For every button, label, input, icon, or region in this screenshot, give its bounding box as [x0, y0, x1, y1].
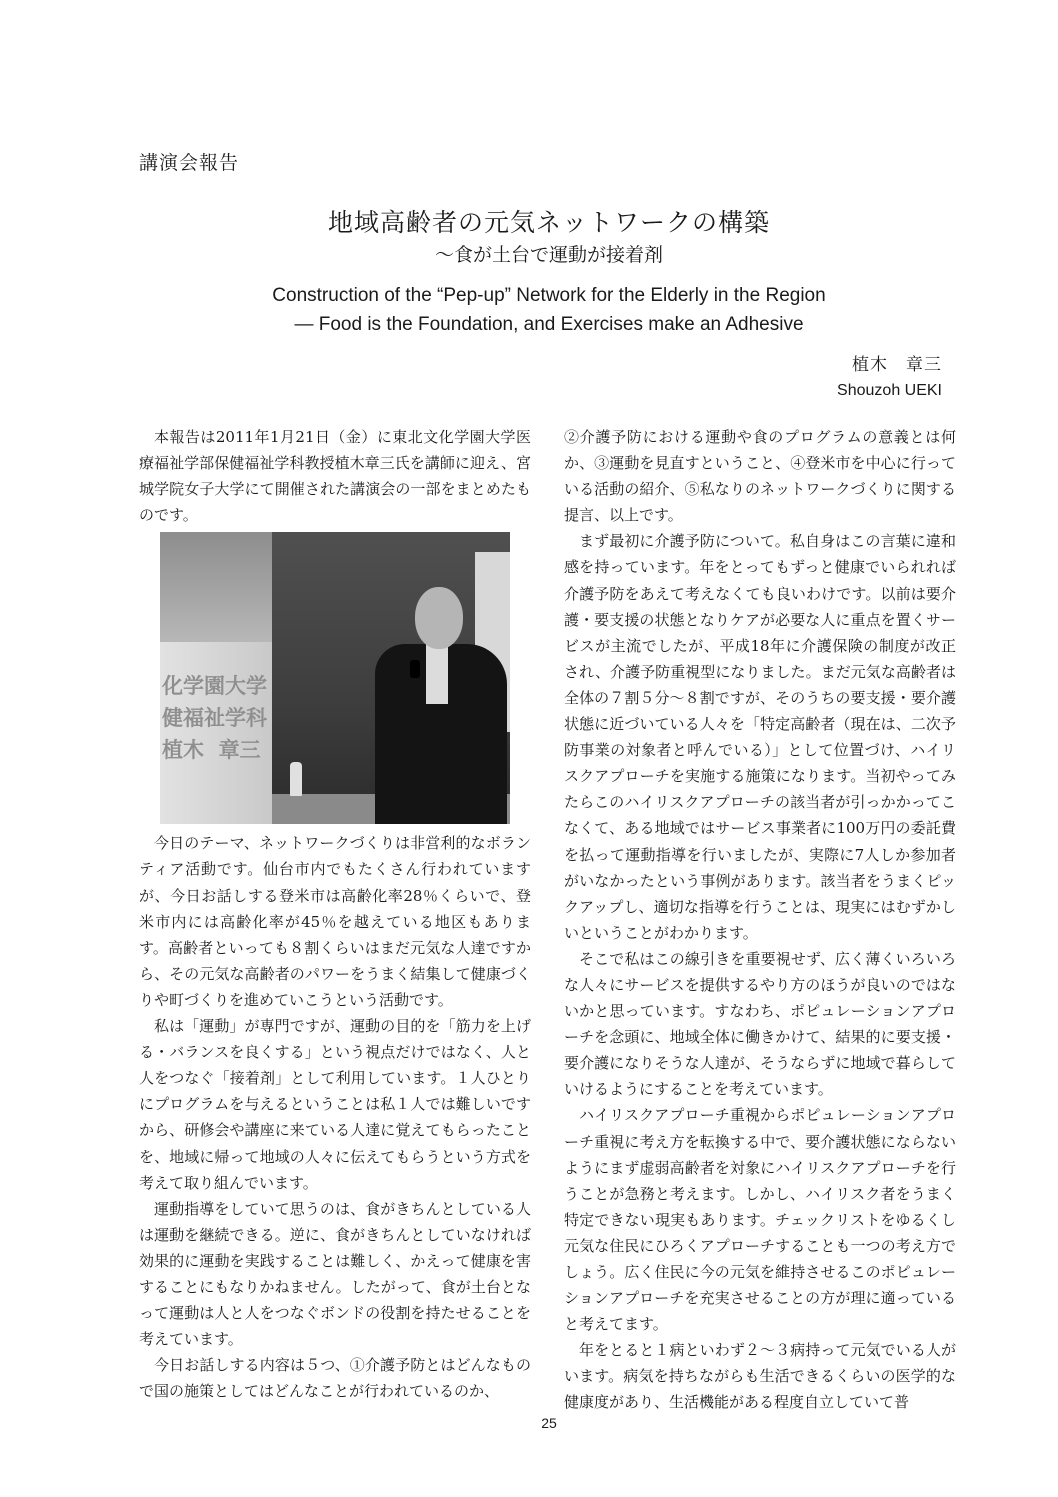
author-block	[837, 353, 942, 403]
author-name-japanese: 植木 章三	[852, 355, 942, 375]
body-paragraph: ハイリスクアプローチ重視からポピュレーションアプローチ重視に考え方を転換する中で、要介護状態にならないようにまず虚弱高齢者を対象にハイリスクアプローチを行うことが急務と考えます。しかし、ハイリスク者をうまく特定できない現実もあります。チェックリストをゆるくし元気な住民にひろくアプローチすることも一つの考え方でしょう。広く住民に今の元気を維持させるこのポピュレーションアプローチを充実させることの方が理に適っていると考えてます。	[564, 1106, 956, 1334]
subtitle-english: — Food is the Foundation, and Exercises make an Adhesive	[294, 314, 804, 335]
title-english: Construction of the “Pep-up” Network for the Elderly in the Region	[272, 285, 826, 306]
left-column	[139, 424, 531, 1404]
page-number: 25	[541, 1415, 557, 1431]
body-paragraph: 今日お話しする内容は５つ、①介護予防とはどんなもので国の施策としてはどんなことが行われているのか、	[139, 1356, 531, 1401]
intro-paragraph: 本報告は2011年1月21日（金）に東北文化学園大学医療福祉学部保健福祉学科教授植木章三氏を講師に迎え、宮城学院女子大学にて開催された講演会の一部をまとめたものです。	[139, 428, 531, 525]
title-japanese: 地域高齢者の元気ネットワークの構築	[327, 208, 770, 237]
body-paragraph: まず最初に介護予防について。私自身はこの言葉に違和感を持っています。年をとってもずっと健康でいられれば介護予防をあえて考えなくても良いわけです。以前は要介護・要支援の状態となりケアが必要な人に重点を置くサービスが主流でしたが、平成18年に介護保険の制度が改正され、介護予防重視型になりました。まだ元気な高齢者は全体の７割５分～８割ですが、そのうちの要支援・要介護状態に近づいている人々を「特定高齢者（現在は、二次予防事業の対象者と呼んでいる）」として位置づけ、ハイリスクアプローチを実施する施策になります。当初やってみたらこのハイリスクアプローチの該当者が引っかかってこなくて、ある地域ではサービス事業者に100万円の委託費を払って運動指導を行いましたが、実際に7人しか参加者がいなかったという事例があります。該当者をうまくピックアップし、適切な指導を行うことは、現実にはむずかしいということがわかります。	[564, 532, 956, 942]
slide-line: 植木 章三	[162, 738, 261, 763]
body-paragraph: ②介護予防における運動や食のプログラムの意義とは何か、③運動を見直すということ、④登米市を中心に行っている活動の紹介、⑤私なりのネットワークづくりに関する提言、以上です。	[564, 428, 956, 525]
slide-line: 健福祉学科	[162, 706, 267, 731]
slide-text	[162, 670, 267, 766]
title-block	[0, 205, 1058, 339]
author-name-english: Shouzoh UEKI	[837, 382, 942, 399]
projection-screen-top	[160, 532, 272, 642]
body-paragraph: 運動指導をしていて思うのは、食がきちんとしている人は運動を継続できる。逆に、食がきちんとしていなければ効果的に運動を実践することは難しく、かえって健康を害することにもなりかねません。したがって、食が土台となって運動は人と人をつなぐボンドの役割を持たせることを考えています。	[139, 1199, 531, 1349]
body-paragraph: 今日のテーマ、ネットワークづくりは非営利的なボランティア活動です。仙台市内でもたくさん行われていますが、今日お話しする登米市は高齢化率28％くらいで、登米市内には高齢化率が45％を越えている地区もあります。高齢者といっても８割くらいはまだ元気な人達ですから、その元気な高齢者のパワーをうまく結集して健康づくりや町づくりを進めていこうという活動です。	[139, 834, 531, 1009]
body-paragraph: 私は「運動」が専門ですが、運動の目的を「筋力を上げる・バランスを良くする」という視点だけではなく、人と人をつなぐ「接着剤」として利用しています。１人ひとりにプログラムを与えるということは私１人では難しいですから、研修会や講座に来ている人達に覚えてもらったことを、地域に帰って地域の人々に伝えてもらうという方式を考えて取り組んでいます。	[139, 1017, 531, 1192]
lecture-photo	[160, 532, 510, 824]
speaker-shirt	[426, 644, 448, 704]
body-paragraph: 年をとると１病といわず２～３病持って元気でいる人がいます。病気を持ちながらも生活できるくらいの医学的な健康度があり、生活機能がある程度自立していて普	[564, 1341, 956, 1412]
body-paragraph: そこで私はこの線引きを重要視せず、広く薄くいろいろな人々にサービスを提供するやり方のほうが良いのではないかと思っています。すなわち、ポピュレーションアプローチを念頭に、地域全体に働きかけて、結果的に要支援・要介護になりそうな人達が、そうならずに地域で暮らしていけるようにすることを考えています。	[564, 949, 956, 1099]
subtitle-japanese: ～食が土台で運動が接着剤	[434, 244, 663, 266]
microphone-icon	[410, 660, 420, 678]
slide-line: 化学園大学	[162, 674, 267, 699]
water-bottle	[290, 762, 302, 796]
section-label: 講演会報告	[139, 152, 240, 174]
speaker-head	[415, 587, 463, 649]
right-column	[564, 424, 956, 1416]
